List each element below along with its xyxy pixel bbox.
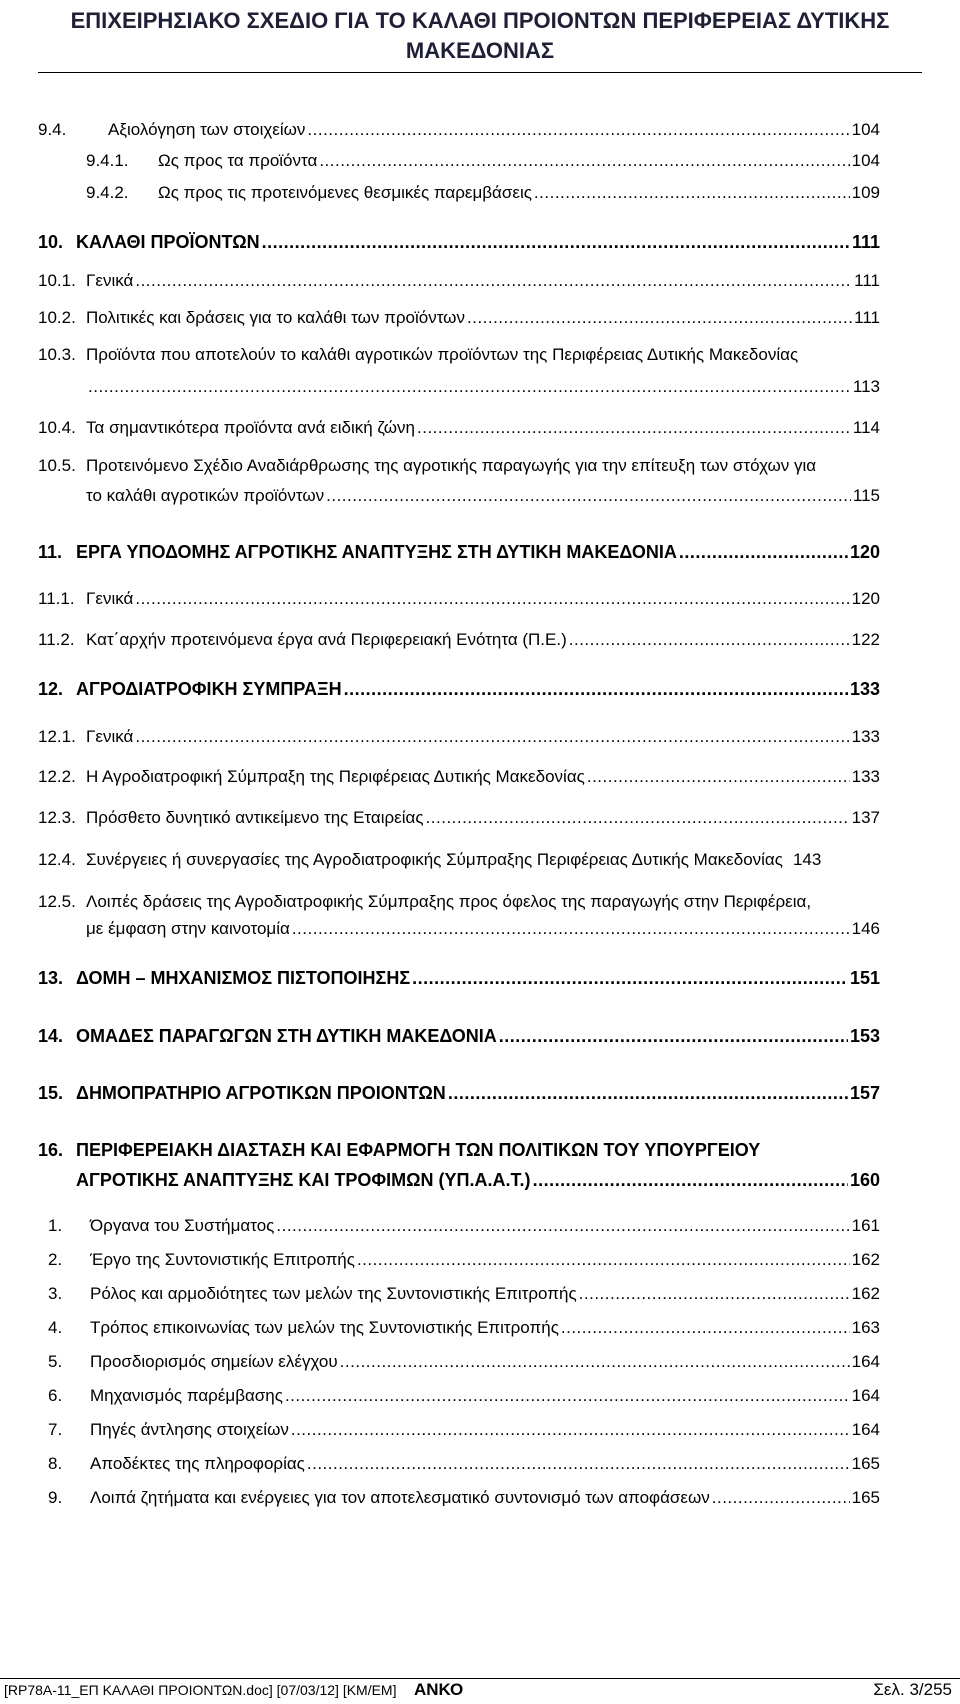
toc-title: Έργο της Συντονιστικής Επιτροπής	[90, 1250, 355, 1269]
toc-leader	[499, 1024, 848, 1048]
toc-title: Αξιολόγηση των στοιχείων	[108, 120, 306, 139]
toc-leader	[448, 1081, 848, 1105]
toc-page: 162	[851, 1284, 880, 1303]
toc-leader	[285, 1384, 850, 1408]
toc-leader	[426, 806, 850, 830]
toc-page: 133	[851, 767, 880, 786]
toc-title: Κατ΄αρχήν προτεινόμενα έργα ανά Περιφερειακή Ενότητα (Π.Ε.)	[86, 630, 567, 649]
toc-title: Όργανα του Συστήματος	[90, 1216, 275, 1235]
toc-page: 153	[849, 1026, 880, 1046]
toc-entry[interactable]	[48, 1384, 880, 1408]
toc-leader	[579, 1282, 850, 1306]
toc-page: 111	[854, 271, 880, 290]
footer-divider	[0, 1678, 960, 1679]
toc-page: 111	[854, 308, 880, 327]
toc-entry[interactable]	[86, 181, 880, 205]
toc-number: 10.1.	[38, 271, 76, 290]
toc-page: 104	[851, 120, 880, 139]
toc-title-continued: με έμφαση στην καινοτομία	[86, 919, 290, 938]
toc-title: Προσδιορισμός σημείων ελέγχου	[90, 1352, 338, 1371]
toc-page: 133	[849, 679, 880, 699]
toc-number: 10.4.	[38, 418, 76, 437]
toc-entry[interactable]	[38, 628, 880, 652]
toc-number: 4.	[48, 1318, 63, 1337]
toc-page: 137	[851, 808, 880, 827]
header-divider	[38, 72, 922, 73]
toc-title: ΔΗΜΟΠΡΑΤΗΡΙΟ ΑΓΡΟΤΙΚΩΝ ΠΡΟΙΟΝΤΩΝ	[76, 1083, 446, 1103]
toc-entry[interactable]	[38, 118, 880, 142]
toc-title: Ρόλος και αρμοδιότητες των μελών της Συντονιστικής Επιτροπής	[90, 1284, 577, 1303]
toc-number: 9.	[48, 1488, 63, 1507]
document-header	[0, 6, 960, 66]
toc-leader	[357, 1248, 850, 1272]
toc-title: Γενικά	[86, 589, 134, 608]
toc-entry[interactable]	[48, 1452, 880, 1476]
toc-page: 120	[851, 589, 880, 608]
toc-number: 12.4.	[38, 850, 76, 869]
toc-title: Ως προς τις προτεινόμενες θεσμικές παρεμβάσεις	[158, 183, 532, 202]
toc-entry[interactable]	[38, 230, 880, 254]
toc-entry[interactable]	[38, 454, 880, 508]
toc-entry[interactable]	[38, 540, 880, 564]
toc-leader	[467, 306, 852, 330]
toc-leader	[587, 765, 850, 789]
toc-number: 9.4.	[38, 120, 67, 139]
toc-entry[interactable]	[38, 587, 880, 611]
toc-leader	[326, 484, 851, 508]
toc-title: ΑΓΡΟΔΙΑΤΡΟΦΙΚΗ ΣΥΜΠΡΑΞΗ	[76, 679, 342, 699]
toc-number: 5.	[48, 1352, 63, 1371]
toc-page: 162	[851, 1250, 880, 1269]
toc-page: 143	[792, 850, 822, 869]
toc-page: 122	[851, 630, 880, 649]
toc-leader	[679, 540, 848, 564]
toc-leader	[276, 1214, 849, 1238]
toc-page: 157	[849, 1083, 880, 1103]
toc-entry[interactable]	[38, 1138, 880, 1192]
toc-title: Μηχανισμός παρέμβασης	[90, 1386, 283, 1405]
toc-title: ΠΕΡΙΦΕΡΕΙΑΚΗ ΔΙΑΣΤΑΣΗ ΚΑΙ ΕΦΑΡΜΟΓΗ ΤΩΝ ΠΟΛΙΤΙΚΩΝ ΤΟΥ ΥΠΟΥΡΓΕΙΟΥ	[76, 1140, 761, 1160]
toc-leader	[135, 725, 849, 749]
toc-title: Πρόσθετο δυνητικό αντικείμενο της Εταιρείας	[86, 808, 424, 827]
toc-number: 11.2.	[38, 630, 75, 649]
toc-entry[interactable]	[38, 306, 880, 330]
toc-number: 1.	[48, 1216, 63, 1235]
toc-number: 9.4.1.	[86, 151, 129, 170]
toc-entry[interactable]	[48, 1316, 880, 1340]
toc-leader	[412, 966, 848, 990]
toc-title: Συνέργειες ή συνεργασίες της Αγροδιατροφικής Σύμπραξης Περιφέρειας Δυτικής Μακεδονίας	[86, 850, 783, 869]
toc-title: Αποδέκτες της πληροφορίας	[90, 1454, 305, 1473]
toc-page: 164	[851, 1352, 880, 1371]
toc-title: Τα σημαντικότερα προϊόντα ανά ειδική ζώνη	[86, 418, 416, 437]
toc-number: 7.	[48, 1420, 63, 1439]
toc-number: 10.5.	[38, 456, 76, 475]
toc-page: 111	[851, 232, 880, 252]
toc-leader	[712, 1486, 850, 1510]
toc-number: 10.	[38, 232, 64, 252]
toc-title: Λοιπά ζητήματα και ενέργειες για τον αποτελεσματικό συντονισμό των αποφάσεων	[90, 1488, 710, 1507]
toc-leader	[417, 416, 851, 440]
toc-leader	[533, 1168, 848, 1192]
toc-title: ΕΡΓΑ ΥΠΟΔΟΜΗΣ ΑΓΡΟΤΙΚΗΣ ΑΝΑΠΤΥΞΗΣ ΣΤΗ ΔΥΤΙΚΗ ΜΑΚΕΔΟΝΙΑ	[76, 542, 677, 562]
toc-page: 113	[852, 377, 880, 396]
toc-entry[interactable]	[48, 1486, 880, 1510]
toc-page: 165	[851, 1454, 880, 1473]
toc-number: 16.	[38, 1140, 64, 1160]
toc-entry[interactable]	[38, 725, 880, 749]
toc-entry[interactable]	[48, 1282, 880, 1306]
toc-number: 13.	[38, 968, 64, 988]
toc-number: 15.	[38, 1083, 64, 1103]
toc-title: Ως προς τα προϊόντα	[158, 151, 318, 170]
document-footer	[4, 1682, 956, 1702]
toc-leader	[569, 628, 850, 652]
toc-entry[interactable]	[38, 269, 880, 293]
toc-page: 109	[851, 183, 880, 202]
toc-title-continued: ΑΓΡΟΤΙΚΗΣ ΑΝΑΠΤΥΞΗΣ ΚΑΙ ΤΡΟΦΙΜΩΝ (ΥΠ.Α.Α.Τ.)	[76, 1170, 531, 1190]
toc-entry[interactable]	[38, 1024, 880, 1048]
toc-leader	[534, 181, 850, 205]
header-title-line-1: ΕΠΙΧΕΙΡΗΣΙΑΚΟ ΣΧΕΔΙΟ ΓΙΑ ΤΟ ΚΑΛΑΘΙ ΠΡΟΙΟΝΤΩΝ ΠΕΡΙΦΕΡΕΙΑΣ ΔΥΤΙΚΗΣ	[70, 8, 890, 33]
toc-entry[interactable]	[48, 1214, 880, 1238]
header-title-line-2: ΜΑΚΕΔΟΝΙΑΣ	[405, 38, 555, 63]
toc-title: Προϊόντα που αποτελούν το καλάθι αγροτικών προϊόντων της Περιφέρειας Δυτικής Μακεδονίας	[86, 345, 799, 364]
toc-title: ΚΑΛΑΘΙ ΠΡΟΪΟΝΤΩΝ	[76, 232, 260, 252]
toc-title: Τρόπος επικοινωνίας των μελών της Συντονιστικής Επιτροπής	[90, 1318, 559, 1337]
toc-title: Λοιπές δράσεις της Αγροδιατροφικής Σύμπραξης προς όφελος της παραγωγής στην Περιφέρεια,	[86, 892, 812, 911]
toc-number: 2.	[48, 1250, 63, 1269]
toc-entry[interactable]	[48, 1248, 880, 1272]
toc-title-continued: το καλάθι αγροτικών προϊόντων	[86, 486, 325, 505]
toc-entry[interactable]	[38, 343, 880, 399]
toc-number: 12.1.	[38, 727, 76, 746]
toc-entry[interactable]	[38, 806, 880, 830]
toc-page: 163	[851, 1318, 880, 1337]
toc-leader	[135, 269, 852, 293]
toc-number: 9.4.2.	[86, 183, 129, 202]
toc-number: 8.	[48, 1454, 63, 1473]
toc-number: 6.	[48, 1386, 63, 1405]
toc-title: Προτεινόμενο Σχέδιο Αναδιάρθρωσης της αγροτικής παραγωγής για την επίτευξη των στόχων για	[86, 456, 817, 475]
toc-entry[interactable]	[38, 765, 880, 789]
toc-page: 120	[849, 542, 880, 562]
toc-page: 104	[851, 151, 880, 170]
toc-number: 12.5.	[38, 892, 76, 911]
toc-title: ΟΜΑΔΕΣ ΠΑΡΑΓΩΓΩΝ ΣΤΗ ΔΥΤΙΚΗ ΜΑΚΕΔΟΝΙΑ	[76, 1026, 497, 1046]
toc-leader	[561, 1316, 850, 1340]
toc-leader	[88, 375, 851, 399]
toc-number: 10.3.	[38, 345, 76, 364]
toc-leader	[291, 1418, 850, 1442]
toc-title: Πολιτικές και δράσεις για το καλάθι των προϊόντων	[86, 308, 465, 327]
toc-leader	[307, 1452, 850, 1476]
toc-number: 12.3.	[38, 808, 76, 827]
toc-entry[interactable]	[86, 149, 880, 173]
toc-number: 11.1.	[38, 589, 75, 608]
toc-entry[interactable]	[38, 848, 880, 872]
toc-entry[interactable]	[38, 890, 880, 941]
footer-page-number: Σελ. 3/255	[873, 1680, 952, 1699]
toc-leader	[344, 677, 848, 701]
toc-leader	[292, 917, 850, 941]
toc-number: 12.2.	[38, 767, 76, 786]
toc-number: 10.2.	[38, 308, 76, 327]
toc-page: 151	[849, 968, 880, 988]
toc-title: Η Αγροδιατροφική Σύμπραξη της Περιφέρειας Δυτικής Μακεδονίας	[86, 767, 585, 786]
toc-leader	[262, 230, 850, 254]
toc-number: 11.	[38, 542, 63, 562]
toc-entry[interactable]	[38, 966, 880, 990]
toc-number: 14.	[38, 1026, 64, 1046]
footer-company: ΑΝΚΟ	[414, 1680, 464, 1699]
toc-title: ΔΟΜΗ – ΜΗΧΑΝΙΣΜΟΣ ΠΙΣΤΟΠΟΙΗΣΗΣ	[76, 968, 411, 988]
toc-leader	[340, 1350, 850, 1374]
toc-leader	[135, 587, 849, 611]
toc-page: 160	[849, 1170, 880, 1190]
toc-page: 115	[852, 486, 880, 505]
toc-page: 133	[851, 727, 880, 746]
toc-page: 161	[851, 1216, 880, 1235]
toc-entry[interactable]	[38, 416, 880, 440]
toc-entry[interactable]	[48, 1350, 880, 1374]
toc-entry[interactable]	[38, 1081, 880, 1105]
toc-entry[interactable]	[48, 1418, 880, 1442]
toc-page: 114	[852, 418, 880, 437]
toc-page: 164	[851, 1420, 880, 1439]
toc-number: 12.	[38, 679, 64, 699]
toc-leader	[319, 149, 849, 173]
toc-page: 146	[851, 919, 880, 938]
toc-title: Γενικά	[86, 727, 134, 746]
toc-page: 165	[851, 1488, 880, 1507]
toc-leader	[307, 118, 849, 142]
toc-title: Πηγές άντλησης στοιχείων	[90, 1420, 289, 1439]
toc-number: 3.	[48, 1284, 63, 1303]
toc-entry[interactable]	[38, 677, 880, 701]
footer-file-info: [RP78A-11_ΕΠ ΚΑΛΑΘΙ ΠΡΟΙΟΝΤΩΝ.doc] [07/03/12] [ΚΜ/ΕΜ]	[4, 1682, 397, 1698]
toc-title: Γενικά	[86, 271, 134, 290]
toc-page: 164	[851, 1386, 880, 1405]
